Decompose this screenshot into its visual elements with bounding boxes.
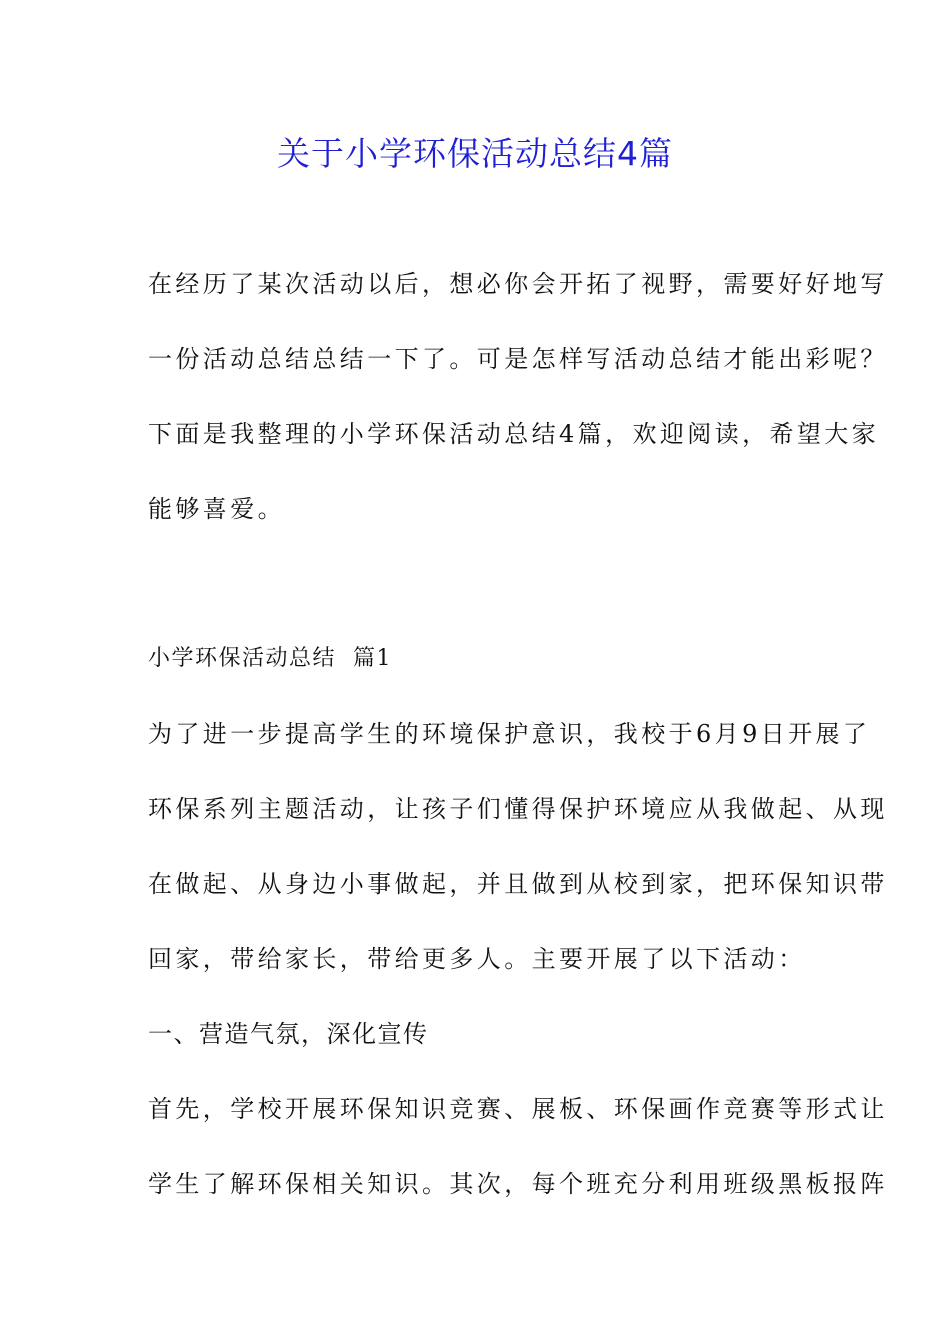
paragraph-line: 环保系列主题活动，让孩子们懂得保护环境应从我做起、从现 [148, 795, 888, 823]
paragraph-line: 在做起、从身边小事做起，并且做到从校到家，把环保知识带 [148, 870, 888, 898]
paragraph-line: 为了进一步提高学生的环境保护意识，我校于6月9日开展了 [148, 720, 871, 748]
intro-line: 能够喜爱。 [148, 495, 285, 523]
document-title: 关于小学环保活动总结4篇 [277, 134, 673, 173]
paragraph-line: 回家，带给家长，带给更多人。主要开展了以下活动： [148, 945, 806, 973]
paragraph-line: 学生了解环保相关知识。其次，每个班充分利用班级黑板报阵 [148, 1170, 888, 1198]
intro-line: 下面是我整理的小学环保活动总结4篇，欢迎阅读，希望大家 [148, 420, 880, 448]
intro-line: 在经历了某次活动以后，想必你会开拓了视野，需要好好地写 [148, 270, 888, 298]
subheading: 一、营造气氛，深化宣传 [148, 1020, 429, 1048]
section-heading: 小学环保活动总结 篇1 [148, 646, 392, 671]
paragraph-line: 首先，学校开展环保知识竞赛、展板、环保画作竞赛等形式让 [148, 1095, 888, 1123]
intro-line: 一份活动总结总结一下了。可是怎样写活动总结才能出彩呢？ [148, 345, 888, 373]
